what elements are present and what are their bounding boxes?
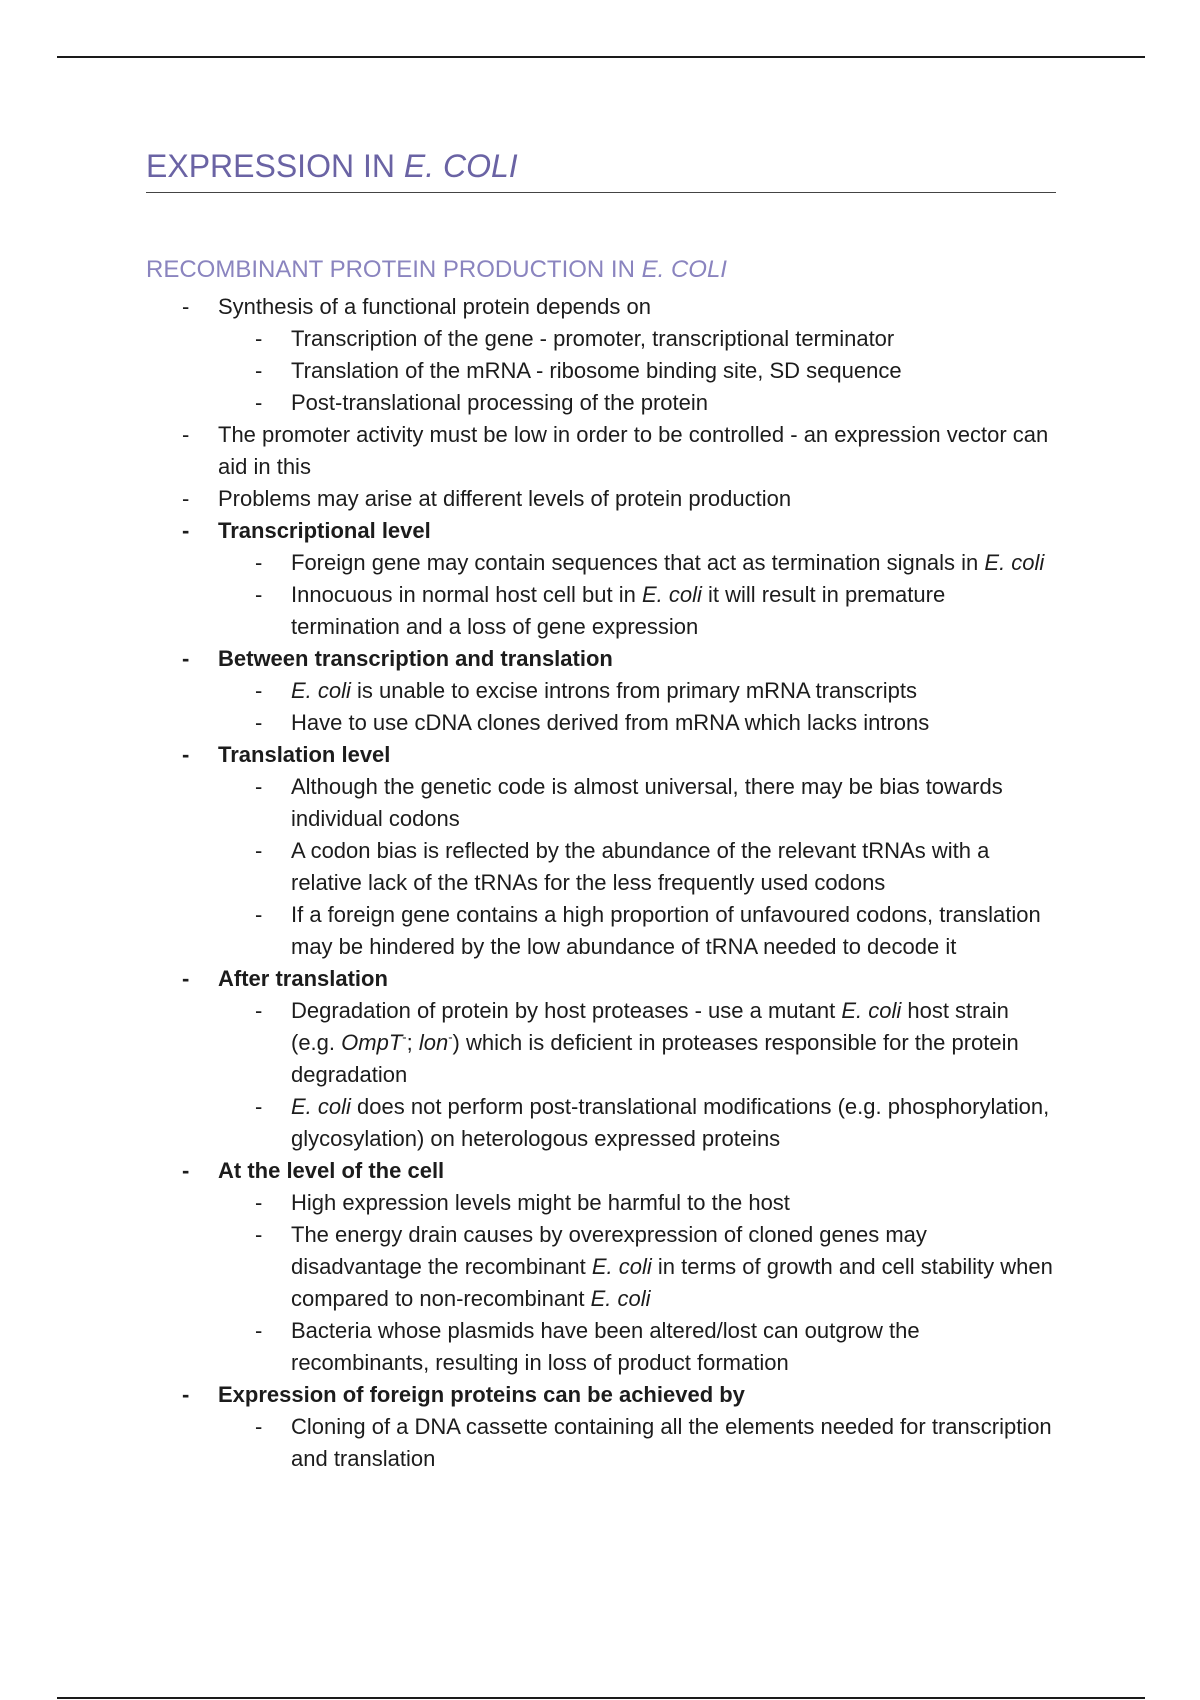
list-item-heading: - Between transcription and translation - E. coli is unable to excise introns from primary mRNA transcripts - Have to use cDNA clones derived from mRNA which lacks introns — [218, 643, 1056, 739]
sub-list-item: - E. coli is unable to excise introns from primary mRNA transcripts — [291, 675, 1056, 707]
section-heading: RECOMBINANT PROTEIN PRODUCTION IN E. COLI — [146, 256, 727, 283]
list-item: - The promoter activity must be low in order to be controlled - an expression vector can aid in this — [218, 419, 1056, 483]
list-item-heading: - After translation - Degradation of protein by host proteases - use a mutant E. coli host strain (e.g. OmpT-; lon-) which is deficient in proteases responsible for the protein degradation - E. coli does not perform post-translational modifications (e.g. phosphorylation, glycosylation) on heterologous expressed proteins — [218, 963, 1056, 1155]
top-rule — [57, 56, 1145, 58]
list-item: - Synthesis of a functional protein depends on - Transcription of the gene - promoter, transcriptional terminator - Translation of the mRNA - ribosome binding site, SD sequence - Post-translational processing of the protein — [218, 291, 1056, 419]
sub-list-item: - Translation of the mRNA - ribosome binding site, SD sequence — [291, 355, 1056, 387]
list-item-heading: - Translation level - Although the genetic code is almost universal, there may be bias towards individual codons - A codon bias is reflected by the abundance of the relevant tRNAs with a relative lack of the tRNAs for the less frequently used codons - If a foreign gene contains a high proportion of unfavoured codons, translation may be hindered by the low abundance of tRNA needed to decode it — [218, 739, 1056, 963]
sub-list — [218, 1411, 1056, 1475]
sub-list-item: - Foreign gene may contain sequences that act as termination signals in E. coli — [291, 547, 1056, 579]
list-item-heading: - Transcriptional level - Foreign gene may contain sequences that act as termination signals in E. coli - Innocuous in normal host cell but in E. coli it will result in premature termination and a loss of gene expression — [218, 515, 1056, 643]
bottom-rule — [57, 1697, 1145, 1699]
sub-list-item: - Innocuous in normal host cell but in E. coli it will result in premature termination and a loss of gene expression — [291, 579, 1056, 643]
sub-list-item: - Bacteria whose plasmids have been altered/lost can outgrow the recombinants, resulting in loss of product formation — [291, 1315, 1056, 1379]
sub-list-item: - High expression levels might be harmful to the host — [291, 1187, 1056, 1219]
sub-list — [218, 771, 1056, 963]
list-item-heading: - Expression of foreign proteins can be achieved by - Cloning of a DNA cassette containing all the elements needed for transcription and translation — [218, 1379, 1056, 1475]
sub-list-item: - Post-translational processing of the protein — [291, 387, 1056, 419]
list-item-heading: - At the level of the cell - High expression levels might be harmful to the host - The energy drain causes by overexpression of cloned genes may disadvantage the recombinant E. coli in terms of growth and cell stability when compared to non-recombinant E. coli - Bacteria whose plasmids have been altered/lost can outgrow the recombinants, resulting in loss of product formation — [218, 1155, 1056, 1379]
page-title: EXPRESSION IN E. COLI — [146, 146, 1056, 193]
sub-list — [218, 675, 1056, 739]
bullet-list — [146, 291, 1056, 1475]
list-item: - Problems may arise at different levels of protein production — [218, 483, 1056, 515]
sub-list-item: - Have to use cDNA clones derived from mRNA which lacks introns — [291, 707, 1056, 739]
sub-list — [218, 995, 1056, 1155]
sub-list-item: - If a foreign gene contains a high proportion of unfavoured codons, translation may be hindered by the low abundance of tRNA needed to decode it — [291, 899, 1056, 963]
sub-list-item: - The energy drain causes by overexpression of cloned genes may disadvantage the recombinant E. coli in terms of growth and cell stability when compared to non-recombinant E. coli — [291, 1219, 1056, 1315]
page-content — [146, 146, 1056, 1475]
sub-list-item: - E. coli does not perform post-translational modifications (e.g. phosphorylation, glycosylation) on heterologous expressed proteins — [291, 1091, 1056, 1155]
sub-list-item: - Although the genetic code is almost universal, there may be bias towards individual codons — [291, 771, 1056, 835]
sub-list-item: - Cloning of a DNA cassette containing all the elements needed for transcription and translation — [291, 1411, 1056, 1475]
sub-list-item: - Transcription of the gene - promoter, transcriptional terminator — [291, 323, 1056, 355]
sub-list-item: - Degradation of protein by host proteases - use a mutant E. coli host strain (e.g. OmpT-; lon-) which is deficient in proteases responsible for the protein degradation — [291, 995, 1056, 1091]
sub-list-item: - A codon bias is reflected by the abundance of the relevant tRNAs with a relative lack of the tRNAs for the less frequently used codons — [291, 835, 1056, 899]
sub-list — [218, 323, 1056, 419]
sub-list — [218, 1187, 1056, 1379]
sub-list — [218, 547, 1056, 643]
